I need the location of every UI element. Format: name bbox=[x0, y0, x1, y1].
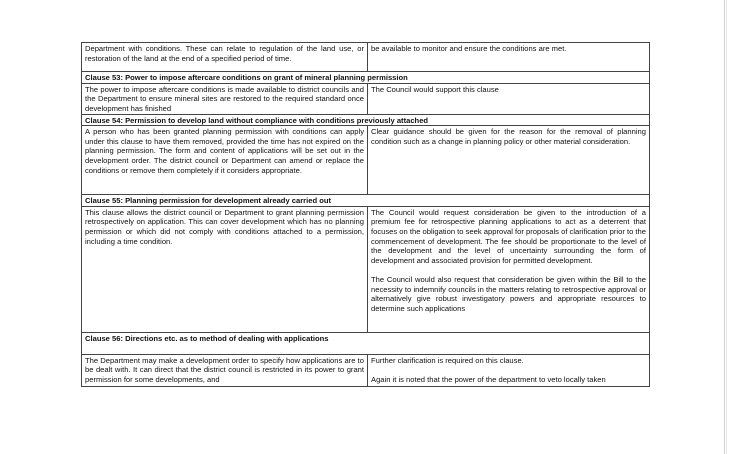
clause-53-heading: Clause 53: Power to impose aftercare conditions on grant of mineral planning permission bbox=[82, 72, 650, 84]
table-cell-right: be available to monitor and ensure the conditions are met. bbox=[368, 43, 650, 72]
response-paragraph: Again it is noted that the power of the department to veto locally taken bbox=[371, 374, 606, 384]
table-cell-left: The power to impose aftercare conditions is made available to district councils and the Department to ensure mineral sites are restored to the required standard once development has finished bbox=[82, 83, 368, 114]
table-cell-right bbox=[368, 206, 650, 332]
clause-55-heading: Clause 55: Planning permission for development already carried out bbox=[82, 195, 650, 207]
table-row bbox=[82, 206, 650, 332]
clause-54-header-row bbox=[82, 114, 650, 126]
table-cell-right: Clear guidance should be given for the reason for the removal of planning condition such as a change in planning policy or other material consideration. bbox=[368, 126, 650, 195]
table-cell-right: The Council would support this clause bbox=[368, 83, 650, 114]
table-row bbox=[82, 126, 650, 195]
clause-53-header-row bbox=[82, 72, 650, 84]
page-edge-shadow bbox=[726, 0, 727, 454]
response-paragraph: The Council would request consideration be given to the introduction of a premium fee for retrospective planning applications to act as a deterrent that focuses on the obligation to seek approval for proposals of clarification prior to the commencement of development. The fee should be proportionate to the level of the development and the level of uncertainty surrounding the form of development and associated provision for permitted development. bbox=[371, 207, 646, 265]
table-cell-left: The Department may make a development order to specify how applications are to be dealt with. It can direct that the district council is restricted in its power to grant permission for some developments, and bbox=[82, 354, 368, 386]
table-row bbox=[82, 43, 650, 72]
table-row bbox=[82, 83, 650, 114]
clause-56-heading: Clause 56: Directions etc. as to method of dealing with applications bbox=[82, 332, 650, 354]
response-paragraph: The Council would also request that consideration be given within the Bill to the necessity to indemnify councils in the matters relating to retrospective approval or alternatively give robust investigatory powers and appropriate resources to determine such applications bbox=[371, 274, 646, 313]
table-cell-right bbox=[368, 354, 650, 386]
clause-54-heading: Clause 54: Permission to develop land without compliance with conditions previously attached bbox=[82, 114, 650, 126]
clause-56-header-row bbox=[82, 332, 650, 354]
table-cell-left: Department with conditions. These can relate to regulation of the land use, or restoration of the land at the end of a specified period of time. bbox=[82, 43, 368, 72]
table-row bbox=[82, 354, 650, 386]
table-cell-left: This clause allows the district council or Department to grant planning permission retrospectively on application. This can cover development which has no planning permission or which did not comply with conditions attached to a permission, including a time condition. bbox=[82, 206, 368, 332]
page-edge-line bbox=[724, 0, 725, 454]
table-cell-left: A person who has been granted planning permission with conditions can apply under this clause to have them removed, provided the time has not expired on the planning permission. The form and content of applications will be set out in the development order. The district council or Department can amend or replace the conditions or remove them completely if it considers appropriate. bbox=[82, 126, 368, 195]
clause-response-table bbox=[81, 42, 650, 387]
response-paragraph: Further clarification is required on this clause. bbox=[371, 355, 524, 365]
clause-55-header-row bbox=[82, 195, 650, 207]
